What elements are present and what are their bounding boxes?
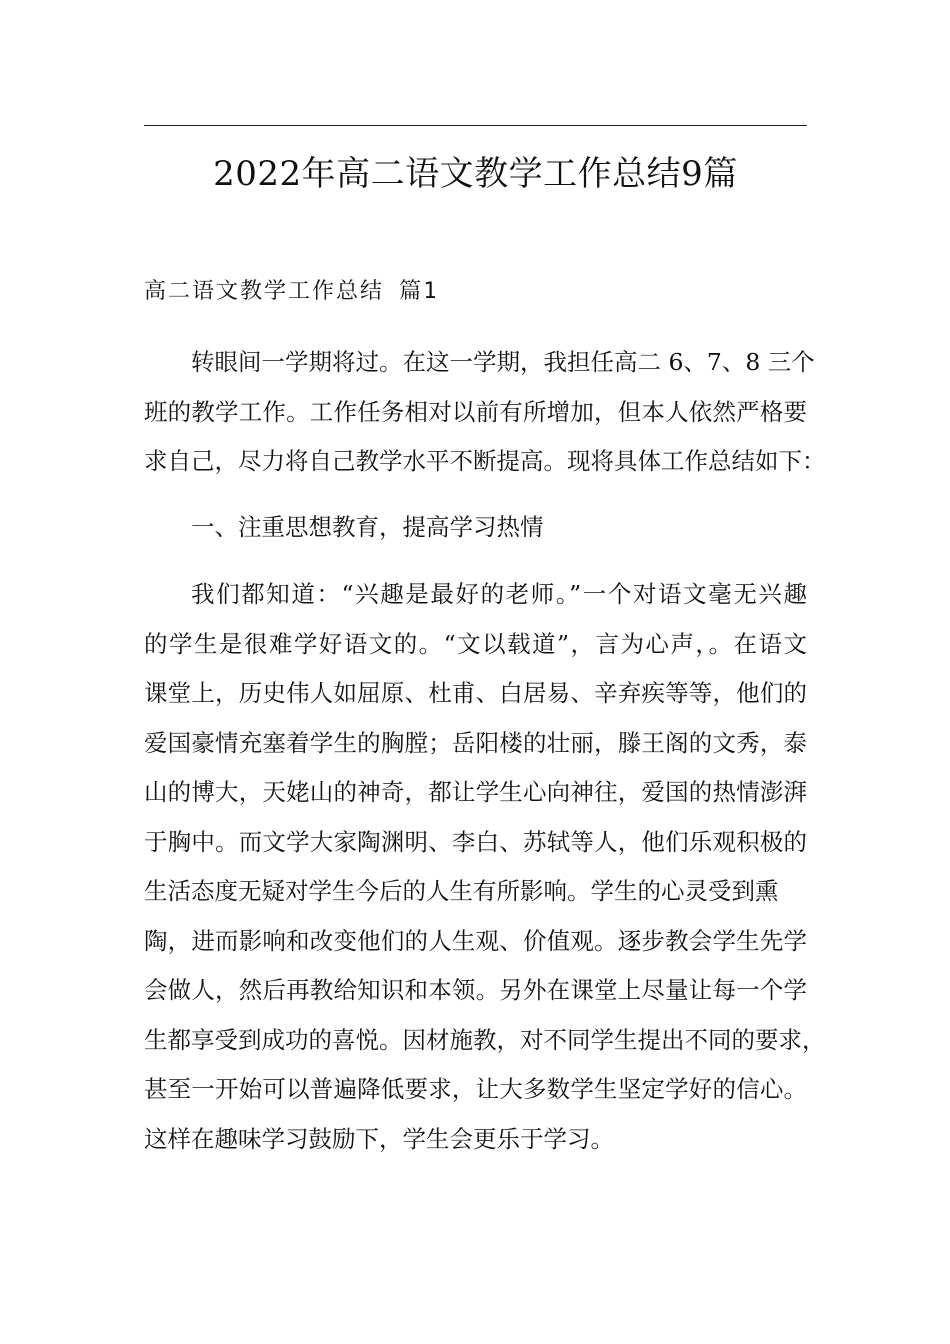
- paragraph-line: 转眼间一学期将过。在这一学期，我担任高二 6、7、8 三个: [191, 348, 815, 376]
- paragraph-line: 课堂上，历史伟人如屈原、杜甫、白居易、辛弃疾等等，他们的: [144, 679, 807, 707]
- paragraph-line: 我们都知道：“兴趣是最好的老师。”一个对语文毫无兴趣: [191, 580, 807, 608]
- paragraph-intro: [144, 338, 826, 487]
- paragraph-line: 的学生是很难学好语文的。“文以载道”，言为心声，。在语文: [144, 629, 807, 658]
- paragraph-line: 陶，进而影响和改变他们的人生观、价值观。逐步教会学生先学: [144, 926, 807, 955]
- section-heading: 高二语文教学工作总结 篇1: [144, 279, 439, 304]
- paragraph-line: 甚至一开始可以普遍降低要求，让大多数学生坚定学好的信心。: [144, 1075, 807, 1103]
- paragraph-line: 这样在趣味学习鼓励下，学生会更乐于学习。: [144, 1124, 614, 1153]
- paragraph-line: 会做人，然后再教给知识和本领。另外在课堂上尽量让每一个学: [144, 976, 807, 1004]
- paragraph-line: 班的教学工作。工作任务相对以前有所增加，但本人依然严格要: [144, 397, 807, 426]
- paragraph-line: 于胸中。而文学大家陶渊明、李白、苏轼等人，他们乐观积极的: [144, 827, 807, 856]
- paragraph-line: 一、注重思想教育，提高学习热情: [191, 513, 544, 541]
- document-title: 2022年高二语文教学工作总结9篇: [213, 154, 738, 194]
- paragraph-line: 山的博大，天姥山的神奇，都让学生心向神往，爱国的热情澎湃: [144, 778, 807, 806]
- paragraph-line: 求自己，尽力将自己教学水平不断提高。现将具体工作总结如下：: [144, 447, 826, 475]
- top-rule: [144, 125, 807, 126]
- paragraph-line: 生活态度无疑对学生今后的人生有所影响。学生的心灵受到熏: [144, 877, 779, 905]
- subheading-thought-education: [144, 503, 807, 553]
- paragraph-interest: [144, 570, 826, 1164]
- paragraph-line: 爱国豪情充塞着学生的胸膛；岳阳楼的壮丽，滕王阁的文秀，泰: [144, 728, 807, 757]
- paragraph-line: 生都享受到成功的喜悦。因材施教，对不同学生提出不同的要求，: [144, 1025, 826, 1054]
